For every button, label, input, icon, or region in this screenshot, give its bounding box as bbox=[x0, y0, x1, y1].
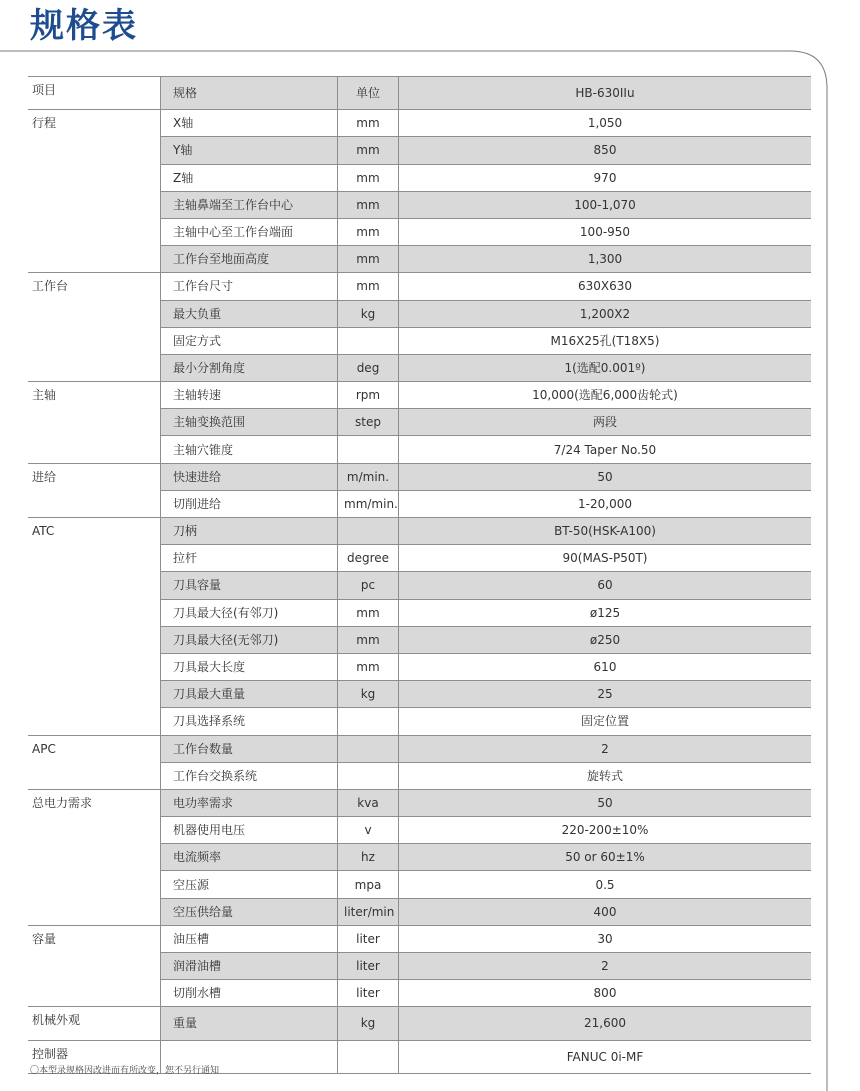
spec-cell: 电功率需求 bbox=[161, 789, 338, 816]
spec-cell: 刀具容量 bbox=[161, 572, 338, 599]
category-cell: ATC bbox=[28, 518, 161, 736]
value-cell: 30 bbox=[399, 925, 812, 952]
unit-cell: liter bbox=[338, 953, 399, 980]
value-cell: 970 bbox=[399, 164, 812, 191]
unit-cell: mm bbox=[338, 653, 399, 680]
category-cell: APC bbox=[28, 735, 161, 789]
unit-cell: kg bbox=[338, 1007, 399, 1040]
table-row bbox=[28, 518, 811, 545]
value-cell: 50 or 60±1% bbox=[399, 844, 812, 871]
header-category: 项目 bbox=[28, 77, 161, 110]
spec-cell: 空压供给量 bbox=[161, 898, 338, 925]
value-cell: 1-20,000 bbox=[399, 490, 812, 517]
value-cell: 220-200±10% bbox=[399, 817, 812, 844]
spec-cell: 主轴变换范围 bbox=[161, 409, 338, 436]
unit-cell: mm bbox=[338, 164, 399, 191]
value-cell: 25 bbox=[399, 681, 812, 708]
value-cell: BT-50(HSK-A100) bbox=[399, 518, 812, 545]
spec-cell: 润滑油槽 bbox=[161, 953, 338, 980]
spec-cell: Z轴 bbox=[161, 164, 338, 191]
spec-cell: 切削进给 bbox=[161, 490, 338, 517]
value-cell: ø250 bbox=[399, 626, 812, 653]
page-title: 规格表 bbox=[30, 6, 138, 46]
value-cell: 1,300 bbox=[399, 246, 812, 273]
unit-cell: kva bbox=[338, 789, 399, 816]
unit-cell: liter bbox=[338, 925, 399, 952]
spec-cell: 主轴穴锥度 bbox=[161, 436, 338, 463]
spec-cell: 工作台尺寸 bbox=[161, 273, 338, 300]
unit-cell bbox=[338, 708, 399, 735]
unit-cell: mm bbox=[338, 246, 399, 273]
spec-cell: 重量 bbox=[161, 1007, 338, 1040]
value-cell: 10,000(选配6,000齿轮式) bbox=[399, 382, 812, 409]
unit-cell bbox=[338, 735, 399, 762]
spec-cell: 固定方式 bbox=[161, 327, 338, 354]
table-row bbox=[28, 1007, 811, 1040]
category-cell: 行程 bbox=[28, 110, 161, 273]
value-cell: 1,200X2 bbox=[399, 300, 812, 327]
unit-cell: mm bbox=[338, 137, 399, 164]
spec-cell: Y轴 bbox=[161, 137, 338, 164]
category-cell: 工作台 bbox=[28, 273, 161, 382]
value-cell: 850 bbox=[399, 137, 812, 164]
unit-cell: kg bbox=[338, 300, 399, 327]
category-cell: 机械外观 bbox=[28, 1007, 161, 1040]
spec-cell: 切削水槽 bbox=[161, 980, 338, 1007]
unit-cell: pc bbox=[338, 572, 399, 599]
unit-cell: liter bbox=[338, 980, 399, 1007]
spec-cell: 空压源 bbox=[161, 871, 338, 898]
spec-cell: 油压槽 bbox=[161, 925, 338, 952]
value-cell: 610 bbox=[399, 653, 812, 680]
footnote: 〇本型录规格因改进而有所改变，恕不另行通知 bbox=[30, 1066, 220, 1076]
unit-cell: mm bbox=[338, 218, 399, 245]
value-cell: 0.5 bbox=[399, 871, 812, 898]
unit-cell: degree bbox=[338, 545, 399, 572]
value-cell: 1,050 bbox=[399, 110, 812, 137]
value-cell: M16X25孔(T18X5) bbox=[399, 327, 812, 354]
spec-cell: 刀具最大重量 bbox=[161, 681, 338, 708]
spec-cell: 拉杆 bbox=[161, 545, 338, 572]
value-cell: 100-950 bbox=[399, 218, 812, 245]
value-cell: 两段 bbox=[399, 409, 812, 436]
value-cell: 800 bbox=[399, 980, 812, 1007]
category-cell: 主轴 bbox=[28, 382, 161, 464]
table-row bbox=[28, 735, 811, 762]
unit-cell: rpm bbox=[338, 382, 399, 409]
header-unit: 单位 bbox=[338, 77, 399, 110]
unit-cell: mm bbox=[338, 599, 399, 626]
table-header-row bbox=[28, 77, 811, 110]
value-cell: FANUC 0i-MF bbox=[399, 1040, 812, 1073]
spec-cell: 最大负重 bbox=[161, 300, 338, 327]
value-cell: 旋转式 bbox=[399, 762, 812, 789]
spec-cell: 电流频率 bbox=[161, 844, 338, 871]
header-model: HB-630IIu bbox=[399, 77, 812, 110]
value-cell: 固定位置 bbox=[399, 708, 812, 735]
spec-cell: 主轴转速 bbox=[161, 382, 338, 409]
table-row bbox=[28, 273, 811, 300]
unit-cell: mm/min. bbox=[338, 490, 399, 517]
table-row bbox=[28, 382, 811, 409]
value-cell: 1(选配0.001º) bbox=[399, 354, 812, 381]
header-spec: 规格 bbox=[161, 77, 338, 110]
unit-cell bbox=[338, 436, 399, 463]
value-cell: 60 bbox=[399, 572, 812, 599]
value-cell: ø125 bbox=[399, 599, 812, 626]
value-cell: 50 bbox=[399, 789, 812, 816]
spec-cell: 刀具最大长度 bbox=[161, 653, 338, 680]
unit-cell bbox=[338, 327, 399, 354]
value-cell: 7/24 Taper No.50 bbox=[399, 436, 812, 463]
unit-cell: v bbox=[338, 817, 399, 844]
spec-cell: 刀具选择系统 bbox=[161, 708, 338, 735]
table-row bbox=[28, 463, 811, 490]
value-cell: 21,600 bbox=[399, 1007, 812, 1040]
spec-table-body bbox=[28, 77, 811, 1074]
unit-cell: liter/min bbox=[338, 898, 399, 925]
unit-cell: mm bbox=[338, 626, 399, 653]
spec-cell: 工作台交换系统 bbox=[161, 762, 338, 789]
value-cell: 90(MAS-P50T) bbox=[399, 545, 812, 572]
unit-cell: deg bbox=[338, 354, 399, 381]
unit-cell: hz bbox=[338, 844, 399, 871]
category-cell: 控制器 bbox=[28, 1040, 161, 1073]
value-cell: 630X630 bbox=[399, 273, 812, 300]
unit-cell: kg bbox=[338, 681, 399, 708]
spec-cell: 最小分割角度 bbox=[161, 354, 338, 381]
unit-cell: mm bbox=[338, 273, 399, 300]
value-cell: 50 bbox=[399, 463, 812, 490]
unit-cell: mm bbox=[338, 191, 399, 218]
table-row bbox=[28, 110, 811, 137]
spec-cell: 机器使用电压 bbox=[161, 817, 338, 844]
spec-cell: X轴 bbox=[161, 110, 338, 137]
spec-table bbox=[28, 76, 811, 1074]
spec-cell: 刀柄 bbox=[161, 518, 338, 545]
unit-cell bbox=[338, 1040, 399, 1073]
table-row bbox=[28, 789, 811, 816]
unit-cell: m/min. bbox=[338, 463, 399, 490]
spec-cell: 主轴中心至工作台端面 bbox=[161, 218, 338, 245]
spec-cell: 主轴鼻端至工作台中心 bbox=[161, 191, 338, 218]
unit-cell bbox=[338, 762, 399, 789]
unit-cell: mpa bbox=[338, 871, 399, 898]
spec-cell: 快速进给 bbox=[161, 463, 338, 490]
value-cell: 2 bbox=[399, 953, 812, 980]
spec-cell: 刀具最大径(有邻刀) bbox=[161, 599, 338, 626]
spec-cell: 工作台数量 bbox=[161, 735, 338, 762]
spec-cell: 刀具最大径(无邻刀) bbox=[161, 626, 338, 653]
unit-cell bbox=[338, 518, 399, 545]
value-cell: 100-1,070 bbox=[399, 191, 812, 218]
category-cell: 总电力需求 bbox=[28, 789, 161, 925]
unit-cell: mm bbox=[338, 110, 399, 137]
value-cell: 400 bbox=[399, 898, 812, 925]
unit-cell: step bbox=[338, 409, 399, 436]
spec-cell: 工作台至地面高度 bbox=[161, 246, 338, 273]
table-row bbox=[28, 925, 811, 952]
value-cell: 2 bbox=[399, 735, 812, 762]
category-cell: 容量 bbox=[28, 925, 161, 1007]
category-cell: 进给 bbox=[28, 463, 161, 517]
